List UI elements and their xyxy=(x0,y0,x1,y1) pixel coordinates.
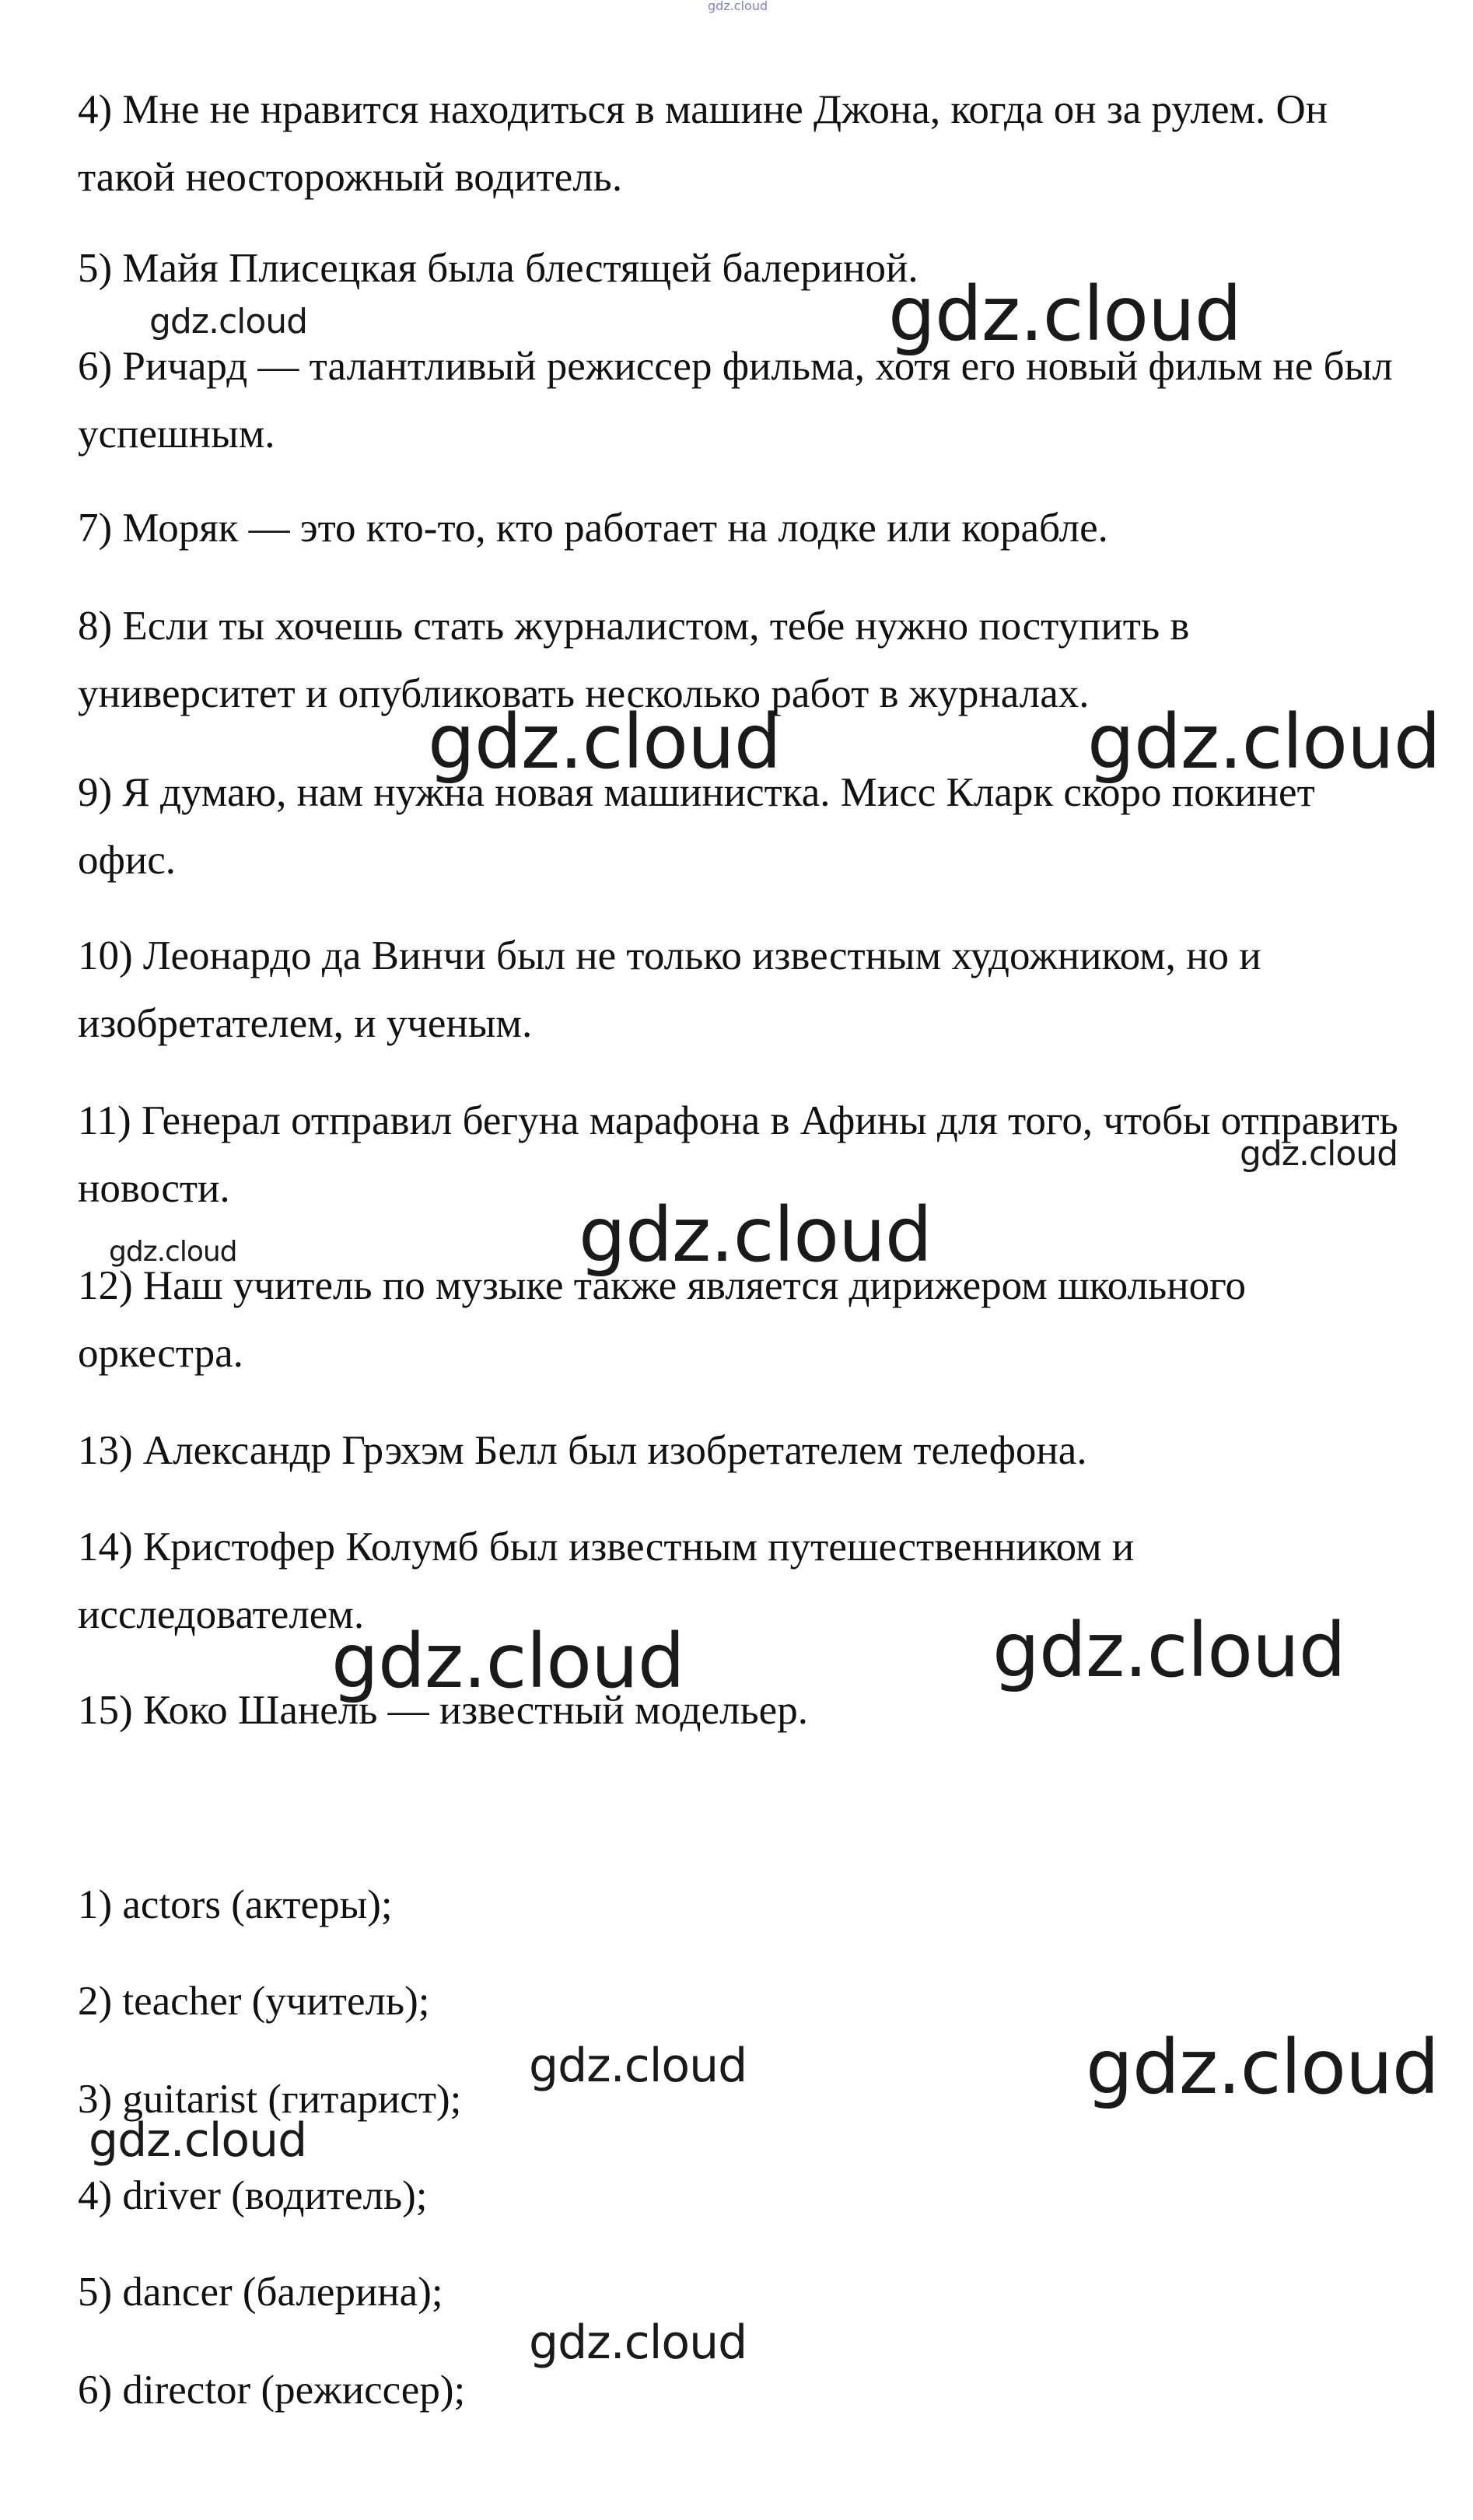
watermark: gdz.cloud xyxy=(529,2315,747,2370)
watermark: gdz.cloud xyxy=(89,2113,307,2168)
watermark: gdz.cloud xyxy=(579,1192,932,1279)
sentence-13: 13) Александр Грэхэм Белл был изобретателем телефона. xyxy=(78,1428,1087,1473)
sentence-11: 11) Генерал отправил бегуна марафона в Афины для того, чтобы отправить новости. xyxy=(78,1098,1398,1211)
answer-2: 2) teacher (учитель); xyxy=(78,1979,430,2024)
sentence-10: 10) Леонардо да Винчи был не только известным художником, но и изобретателем, и ученым. xyxy=(78,933,1261,1046)
answer-5: 5) dancer (балерина); xyxy=(78,2270,443,2315)
sentence-6: 6) Ричард — талантливый режиссер фильма, хотя его новый фильм не был успешным. xyxy=(78,344,1393,457)
answer-4: 4) driver (водитель); xyxy=(78,2173,428,2218)
sentence-8: 8) Если ты хочешь стать журналистом, тебе нужно поступить в университет и опубликовать несколько работ в журналах. xyxy=(78,604,1190,716)
watermark: gdz.cloud xyxy=(1240,1134,1398,1174)
watermark: gdz.cloud xyxy=(992,1607,1345,1694)
sentence-7: 7) Моряк — это кто-то, кто работает на лодке или корабле. xyxy=(78,506,1108,551)
header-watermark: gdz.cloud xyxy=(708,0,768,13)
sentence-14: 14) Кристофер Колумб был известным путешественником и исследователем. xyxy=(78,1524,1135,1637)
watermark: gdz.cloud xyxy=(1086,2024,1439,2111)
watermark: gdz.cloud xyxy=(109,1236,237,1268)
answer-1: 1) actors (актеры); xyxy=(78,1882,393,1927)
watermark: gdz.cloud xyxy=(1087,698,1440,786)
watermark: gdz.cloud xyxy=(149,302,308,341)
watermark: gdz.cloud xyxy=(529,2039,747,2093)
watermark: gdz.cloud xyxy=(331,1618,684,1705)
watermark: gdz.cloud xyxy=(428,698,781,786)
sentence-4: 4) Мне не нравится находиться в машине Джона, когда он за рулем. Он такой неосторожный водитель. xyxy=(78,87,1328,200)
watermark: gdz.cloud xyxy=(888,271,1241,358)
sentence-15: 15) Коко Шанель — известный модельер. xyxy=(78,1688,808,1733)
answer-3: 3) guitarist (гитарист); xyxy=(78,2077,462,2122)
sentence-5: 5) Майя Плисецкая была блестящей балериной. xyxy=(78,246,918,291)
sentence-9: 9) Я думаю, нам нужна новая машинистка. Мисс Кларк скоро покинет офис. xyxy=(78,770,1315,883)
answer-6: 6) director (режиссер); xyxy=(78,2368,466,2413)
sentence-12: 12) Наш учитель по музыке также является дирижером школьного оркестра. xyxy=(78,1263,1247,1376)
